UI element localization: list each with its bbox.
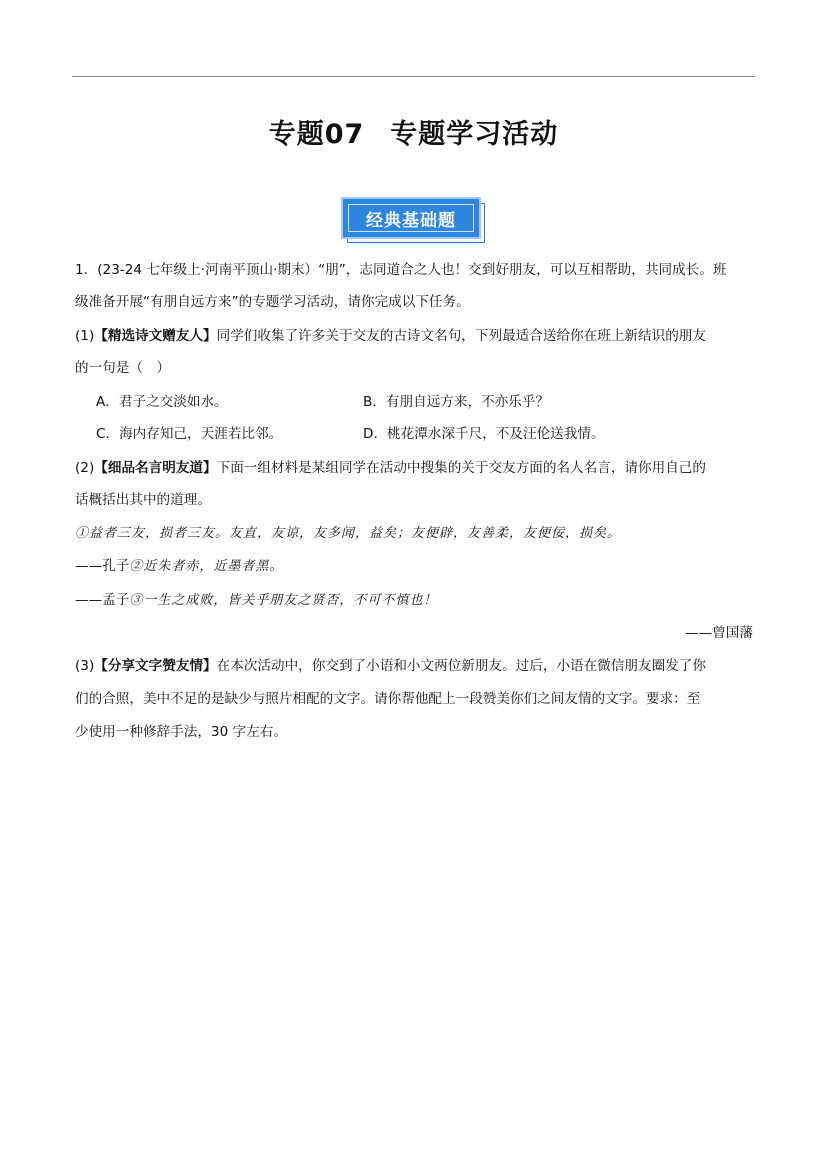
header-rule xyxy=(72,76,755,77)
sub1-number: (1) xyxy=(75,328,95,344)
section-badge xyxy=(341,197,487,245)
sub2-tag: 【细品名言明友道】 xyxy=(94,460,217,476)
q1-sub2-line2: 话概括出其中的道理。 xyxy=(75,492,211,508)
sub3-number: (3) xyxy=(75,658,95,674)
sub1-text-a: 同学们收集了许多关于交友的古诗文名句，下列最适合送给你在班上新结识的朋友 xyxy=(216,328,706,344)
option-c: C．海内存知己，天涯若比邻。 xyxy=(96,426,283,442)
title-number: 专题07 xyxy=(268,119,365,150)
quote-line2 xyxy=(75,556,283,577)
attribution-zeng: ——曾国藩 xyxy=(685,625,753,641)
quote-zeng: ③一生之成败，皆关乎朋友之贤否，不可不慎也！ xyxy=(129,593,438,608)
q1-sub2-line1 xyxy=(75,458,706,478)
q1-sub1-line2: 的一句是（ ） xyxy=(75,360,171,376)
quote-confucius: ①益者三友，损者三友。友直，友谅，友多闻，益矣；友便辟，友善柔，友便佞，损矣。 xyxy=(75,526,622,541)
sub2-text-a: 下面一组材料是某组同学在活动中搜集的关于交友方面的名人名言，请你用自己的 xyxy=(216,460,706,476)
sub2-number: (2) xyxy=(75,460,95,476)
q1-sub3-line2: 们的合照，美中不足的是缺少与照片相配的文字。请你帮他配上一段赞美你们之间友情的文字。要求：至 xyxy=(75,691,701,707)
sub1-tag: 【精选诗文赠友人】 xyxy=(94,328,217,344)
q1-intro-line1: 1．(23-24 七年级上·河南平顶山·期末）“朋”，志同道合之人也！交到好朋友，可以互相帮助，共同成长。班 xyxy=(75,262,727,278)
sub3-text-a: 在本次活动中，你交到了小语和小文两位新朋友。过后，小语在微信朋友圈发了你 xyxy=(216,658,706,674)
quote-line3 xyxy=(75,590,437,611)
option-d: D．桃花潭水深千尺，不及汪伦送我情。 xyxy=(363,426,605,442)
attribution-confucius: ——孔子 xyxy=(75,558,130,574)
q1-sub3-line1 xyxy=(75,656,706,676)
option-b: B．有朋自远方来，不亦乐乎？ xyxy=(363,394,550,410)
page-title xyxy=(0,112,827,151)
attribution-mencius: ——孟子 xyxy=(75,592,130,608)
option-a: A．君子之交淡如水。 xyxy=(96,394,228,410)
badge-label: 经典基础题 xyxy=(348,204,474,232)
badge-box xyxy=(341,197,481,239)
title-text: 专题学习活动 xyxy=(390,119,559,150)
q1-intro-line2: 级准备开展“有朋自远方来”的专题学习活动，请你完成以下任务。 xyxy=(75,294,470,310)
quote-mencius: ②近朱者赤，近墨者黑。 xyxy=(129,559,284,574)
q1-sub3-line3: 少使用一种修辞手法，30 字左右。 xyxy=(75,724,287,740)
q1-sub1-line1 xyxy=(75,326,706,346)
sub3-tag: 【分享文字赞友情】 xyxy=(94,658,217,674)
